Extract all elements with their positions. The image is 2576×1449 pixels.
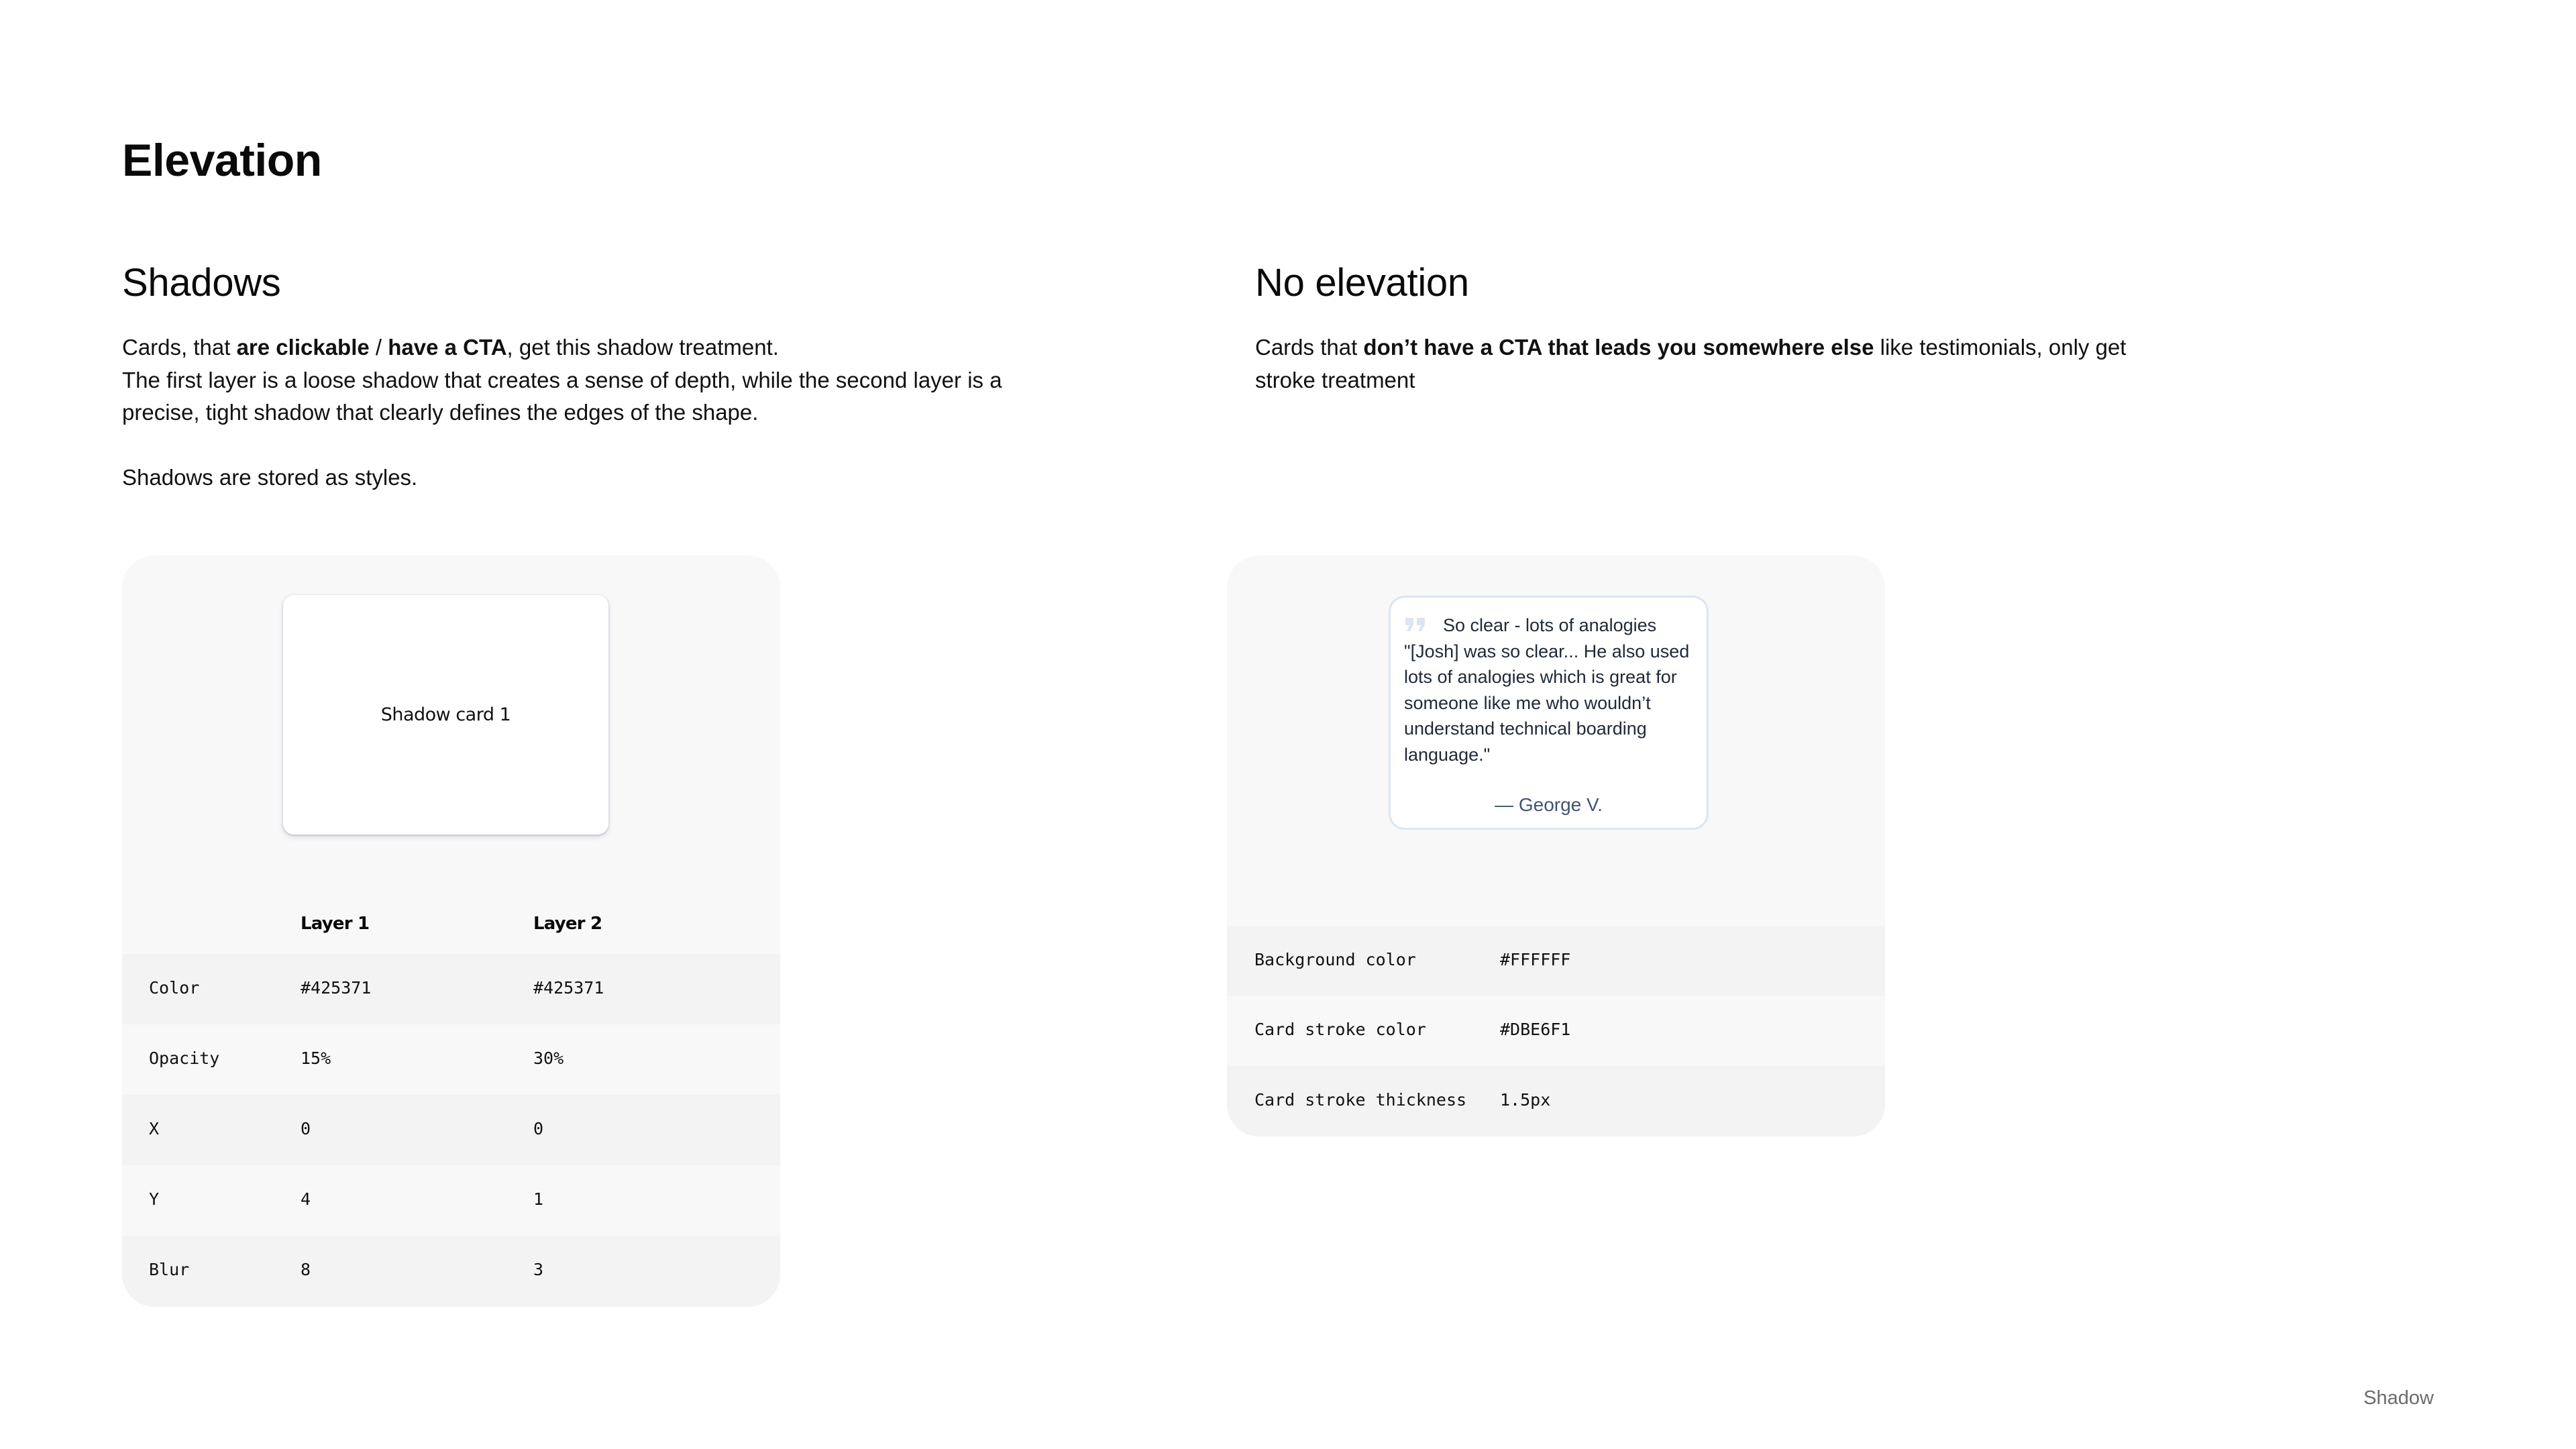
text: , get this shadow treatment.: [506, 335, 779, 360]
layer-1-value: #425371: [301, 978, 372, 998]
table-row: [1227, 996, 1885, 1066]
emphasis-clickable: are clickable: [236, 335, 370, 360]
property-value: #DBE6F1: [1500, 1020, 1571, 1039]
layer-2-value: 3: [533, 1260, 544, 1279]
property-label: Card stroke thickness: [1254, 1090, 1467, 1110]
layer-2-value: 0: [533, 1119, 544, 1138]
property-label: Opacity: [149, 1049, 220, 1068]
property-value: #FFFFFF: [1500, 950, 1571, 969]
property-label: Blur: [149, 1260, 190, 1279]
layer-1-value: 8: [301, 1260, 311, 1279]
table-row: [1227, 1066, 1885, 1136]
table-row: [122, 1095, 780, 1165]
property-label: Background color: [1254, 950, 1416, 969]
property-label: Card stroke color: [1254, 1020, 1426, 1039]
shadows-paragraph-1: [122, 331, 1075, 364]
shadows-paragraph-3: Shadows are stored as styles.: [122, 465, 418, 490]
table-row: [1227, 926, 1885, 996]
stroke-spec-panel: [1227, 555, 1885, 1136]
column-header-layer-1: Layer 1: [301, 914, 370, 934]
table-row: [122, 1165, 780, 1236]
property-label: X: [149, 1119, 160, 1138]
layer-2-value: #425371: [533, 978, 604, 998]
testimonial-card: [1389, 596, 1709, 830]
table-header: [122, 898, 780, 954]
no-elevation-description: [1255, 331, 2147, 396]
testimonial-author: — George V.: [1495, 794, 1603, 815]
layer-1-value: 0: [301, 1119, 311, 1138]
no-elevation-heading: No elevation: [1255, 261, 1469, 305]
quote-icon: [1404, 614, 1427, 630]
table-row: [122, 954, 780, 1024]
shadows-heading: Shadows: [122, 261, 281, 305]
column-header-layer-2: Layer 2: [533, 914, 602, 934]
shadow-spec-panel: [122, 555, 780, 1307]
text: like testimonials, only get stroke treatment: [1255, 335, 2127, 392]
emphasis-no-cta: don’t have a CTA that leads you somewhere else: [1363, 335, 1874, 360]
testimonial-title-line: [1404, 612, 1693, 639]
text: /: [369, 335, 388, 360]
property-label: Y: [149, 1189, 160, 1209]
shadow-demo-card[interactable]: [283, 595, 608, 835]
emphasis-cta: have a CTA: [388, 335, 507, 360]
shadows-description: [122, 331, 1075, 494]
layer-1-value: 4: [301, 1189, 311, 1209]
layer-2-value: 30%: [533, 1049, 564, 1068]
table-row: [122, 1236, 780, 1307]
layer-2-value: 1: [533, 1189, 544, 1209]
testimonial-body: "[Josh] was so clear... He also used lots of analogies which is great for someone like me who wouldn’t understand technical boarding language.": [1404, 641, 1690, 765]
page-footer-label: Shadow: [2363, 1387, 2434, 1409]
table-row: [122, 1024, 780, 1095]
property-label: Color: [149, 978, 200, 998]
testimonial-title: So clear - lots of analogies: [1443, 615, 1657, 635]
shadow-card-label: Shadow card 1: [380, 704, 511, 725]
text: Cards that: [1255, 335, 1364, 360]
text: Cards, that: [122, 335, 237, 360]
property-value: 1.5px: [1500, 1090, 1551, 1110]
shadows-paragraph-2: The first layer is a loose shadow that creates a sense of depth, while the second layer is a precise, tight shadow that clearly defines the edges of the shape.: [122, 367, 1002, 425]
page-title: Elevation: [122, 135, 322, 186]
layer-1-value: 15%: [301, 1049, 331, 1068]
